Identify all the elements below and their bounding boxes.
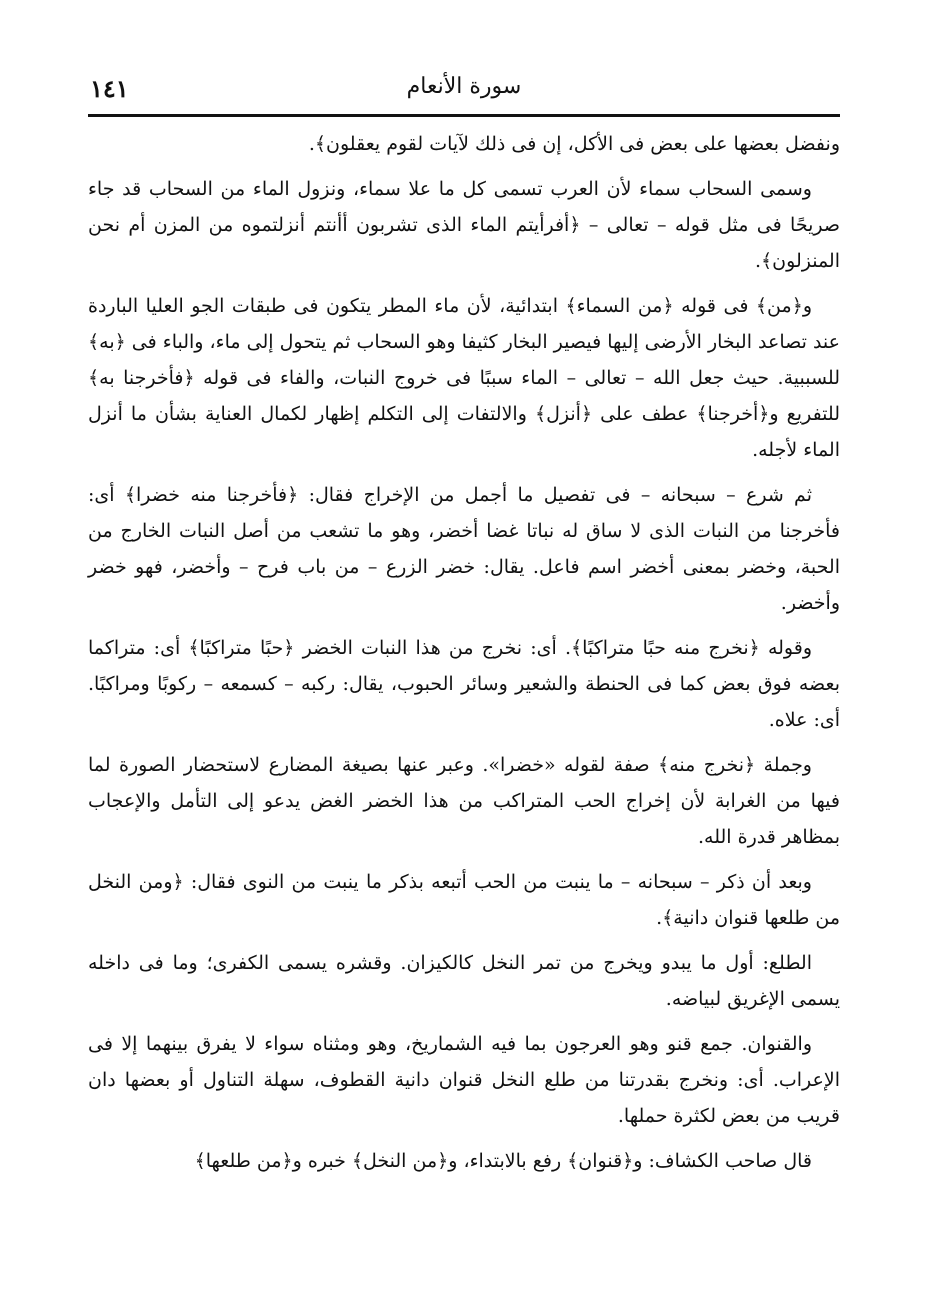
paragraph: وبعد أن ذكر – سبحانه – ما ينبت من الحب أتبعه بذكر ما ينبت من النوى فقال: ﴿ومن النخل من طلعها قنوان دانية﴾. <box>88 871 840 929</box>
paragraph: ثم شرع – سبحانه – فى تفصيل ما أجمل من الإخراج فقال: ﴿فأخرجنا منه خضرا﴾ أى: فأخرجنا من النبات الذى لا ساق له نباتا غضا أخضر، وهو ما تشعب من أصل النبات الخارج من الحبة، وخضر بمعنى أخضر اسم فاعل. يقال: خضر الزرع – من باب فرح – وأخضر، فهو خضر وأخضر. <box>88 484 840 614</box>
body-text <box>88 126 840 1188</box>
page-header <box>88 66 840 112</box>
paragraph: وقوله ﴿نخرج منه حبًا متراكبًا﴾. أى: نخرج من هذا النبات الخضر ﴿حبًا متراكبًا﴾ أى: متراكما بعضه فوق بعض كما فى الحنطة والشعير وسائر الحبوب، يقال: ركبه – كسمعه – ركوبًا ومراكبًا. أى: علاه. <box>88 637 840 731</box>
paragraph: وجملة ﴿نخرج منه﴾ صفة لقوله «خضرا». وعبر عنها بصيغة المضارع لاستحضار الصورة لما فيها من الغرابة لأن إخراج الحب المتراكب من هذا الخضر الغض يدعو إلى التأمل والإعجاب بمظاهر قدرة الله. <box>88 754 840 848</box>
paragraph: و﴿من﴾ فى قوله ﴿من السماء﴾ ابتدائية، لأن ماء المطر يتكون فى طبقات الجو العليا الباردة عند تصاعد البخار الأرضى إليها فيصير البخار كثيفا وهو السحاب ثم يتحول إلى ماء، والباء فى ﴿به﴾ للسببية. حيث جعل الله – تعالى – الماء سببًا فى خروج النبات، والفاء فى قوله ﴿فأخرجنا به﴾ للتفريع و﴿أخرجنا﴾ عطف على ﴿أنزل﴾ والالتفات إلى التكلم إظهار لكمال العناية بشأن ما أنزل الماء لأجله. <box>88 295 840 461</box>
paragraph: قال صاحب الكشاف: و﴿قنوان﴾ رفع بالابتداء، و﴿من النخل﴾ خبره و﴿من طلعها﴾ <box>194 1150 812 1172</box>
paragraph: الطلع: أول ما يبدو ويخرج من تمر النخل كالكيزان. وقشره يسمى الكفرى؛ وما فى داخله يسمى الإغريق لبياضه. <box>88 952 840 1010</box>
header-rule <box>88 114 840 117</box>
paragraph: وسمى السحاب سماء لأن العرب تسمى كل ما علا سماء، ونزول الماء من السحاب قد جاء صريحًا فى مثل قوله – تعالى – ﴿أفرأيتم الماء الذى تشربون أأنتم أنزلتموه من المزن أم نحن المنزلون﴾. <box>88 178 840 272</box>
paragraph: ونفضل بعضها على بعض فى الأكل، إن فى ذلك لآيات لقوم يعقلون﴾. <box>308 133 840 155</box>
page-number: ١٤١ <box>90 74 129 103</box>
paragraph: والقنوان. جمع قنو وهو العرجون بما فيه الشماريخ، وهو ومثناه سواء لا يفرق بينهما إلا فى الإعراب. أى: ونخرج بقدرتنا من طلع النخل قنوان دانية القطوف، سهلة التناول أو بعضها دان قريب من بعض لكثرة حملها. <box>88 1033 840 1127</box>
running-title: سورة الأنعام <box>406 74 522 99</box>
